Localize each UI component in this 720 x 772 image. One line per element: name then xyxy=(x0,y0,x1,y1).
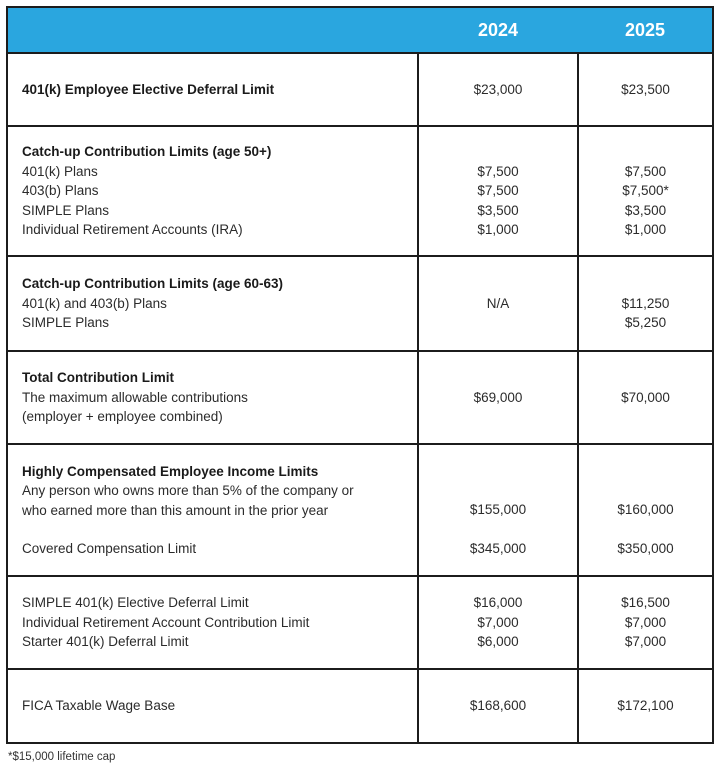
value-2024 xyxy=(418,669,578,743)
value: $7,500* xyxy=(622,183,669,198)
header-2024: 2024 xyxy=(418,7,578,53)
row-label xyxy=(7,126,418,256)
value: $16,000 xyxy=(473,595,523,611)
header-2025: 2025 xyxy=(578,7,713,53)
row-catchup-60-63 xyxy=(7,256,713,351)
value-2025 xyxy=(578,126,713,256)
value-2024 xyxy=(418,126,578,256)
value: $7,000 xyxy=(624,634,667,650)
row-line: Individual Retirement Account Contribution Limit xyxy=(22,614,310,630)
row-title: Total Contribution Limit xyxy=(22,370,174,386)
row-title: Catch-up Contribution Limits (age 50+) xyxy=(22,144,272,160)
value: $3,500 xyxy=(624,202,667,218)
row-line: SIMPLE Plans xyxy=(22,315,110,331)
row-other-limits xyxy=(7,576,713,669)
row-line: 401(k) Plans xyxy=(22,163,98,179)
value: $23,500 xyxy=(621,81,670,97)
row-label xyxy=(7,53,418,126)
value-2025 xyxy=(578,351,713,444)
row-title: Highly Compensated Employee Income Limits xyxy=(22,463,319,479)
value: $69,000 xyxy=(473,389,523,405)
value: $70,000 xyxy=(621,389,670,405)
row-title: 401(k) Employee Elective Deferral Limit xyxy=(22,81,275,97)
row-line: who earned more than this amount in the prior year xyxy=(22,502,329,518)
header-row xyxy=(7,7,713,53)
row-line: The maximum allowable contributions xyxy=(22,389,248,405)
value: $5,250 xyxy=(624,315,667,330)
row-title: Catch-up Contribution Limits (age 60-63) xyxy=(22,276,284,292)
row-line: Starter 401(k) Deferral Limit xyxy=(22,634,189,650)
row-line: Individual Retirement Accounts (IRA) xyxy=(22,222,243,238)
row-label xyxy=(7,256,418,351)
value-2025 xyxy=(578,53,713,126)
row-line: 403(b) Plans xyxy=(22,183,99,199)
value: $16,500 xyxy=(621,595,670,611)
value-2024 xyxy=(418,53,578,126)
value: $350,000 xyxy=(617,540,674,556)
row-catchup-50 xyxy=(7,126,713,256)
row-line: 401(k) and 403(b) Plans xyxy=(22,295,167,311)
value: $345,000 xyxy=(469,540,527,556)
row-label xyxy=(7,669,418,743)
value-2024 xyxy=(418,576,578,669)
value: $7,500 xyxy=(477,163,519,179)
value: $1,000 xyxy=(624,222,667,237)
value: $7,000 xyxy=(624,614,667,630)
value-2025 xyxy=(578,669,713,743)
footnote: *$15,000 lifetime cap xyxy=(8,751,116,763)
row-401k-deferral xyxy=(7,53,713,126)
row-line: Covered Compensation Limit xyxy=(22,541,197,556)
value: $6,000 xyxy=(477,634,519,650)
value: $23,000 xyxy=(473,81,523,97)
row-label xyxy=(7,576,418,669)
row-hce-limits xyxy=(7,444,713,576)
value: $168,600 xyxy=(469,698,527,714)
row-line: Any person who owns more than 5% of the company or xyxy=(22,483,354,498)
header-label xyxy=(7,7,418,53)
value-2025 xyxy=(578,444,713,576)
value-2025 xyxy=(578,256,713,351)
value-2024 xyxy=(418,444,578,576)
value: $172,100 xyxy=(617,698,674,714)
row-total-contribution xyxy=(7,351,713,444)
value: $11,250 xyxy=(621,295,670,311)
row-line: (employer + employee combined) xyxy=(22,409,223,425)
contribution-limits-table xyxy=(6,6,714,744)
value: $155,000 xyxy=(469,502,527,517)
row-line: SIMPLE 401(k) Elective Deferral Limit xyxy=(22,595,249,611)
value: N/A xyxy=(486,295,510,311)
value: $3,500 xyxy=(477,202,519,218)
row-label xyxy=(7,444,418,576)
value: $7,000 xyxy=(477,614,519,630)
value-2024 xyxy=(418,256,578,351)
row-fica-wage-base xyxy=(7,669,713,743)
row-line: FICA Taxable Wage Base xyxy=(22,698,176,714)
value-2024 xyxy=(418,351,578,444)
value: $7,500 xyxy=(477,183,519,198)
value: $160,000 xyxy=(617,502,674,517)
value: $7,500 xyxy=(624,163,667,179)
value-2025 xyxy=(578,576,713,669)
row-line: SIMPLE Plans xyxy=(22,202,110,218)
value: $1,000 xyxy=(477,222,519,237)
row-label xyxy=(7,351,418,444)
